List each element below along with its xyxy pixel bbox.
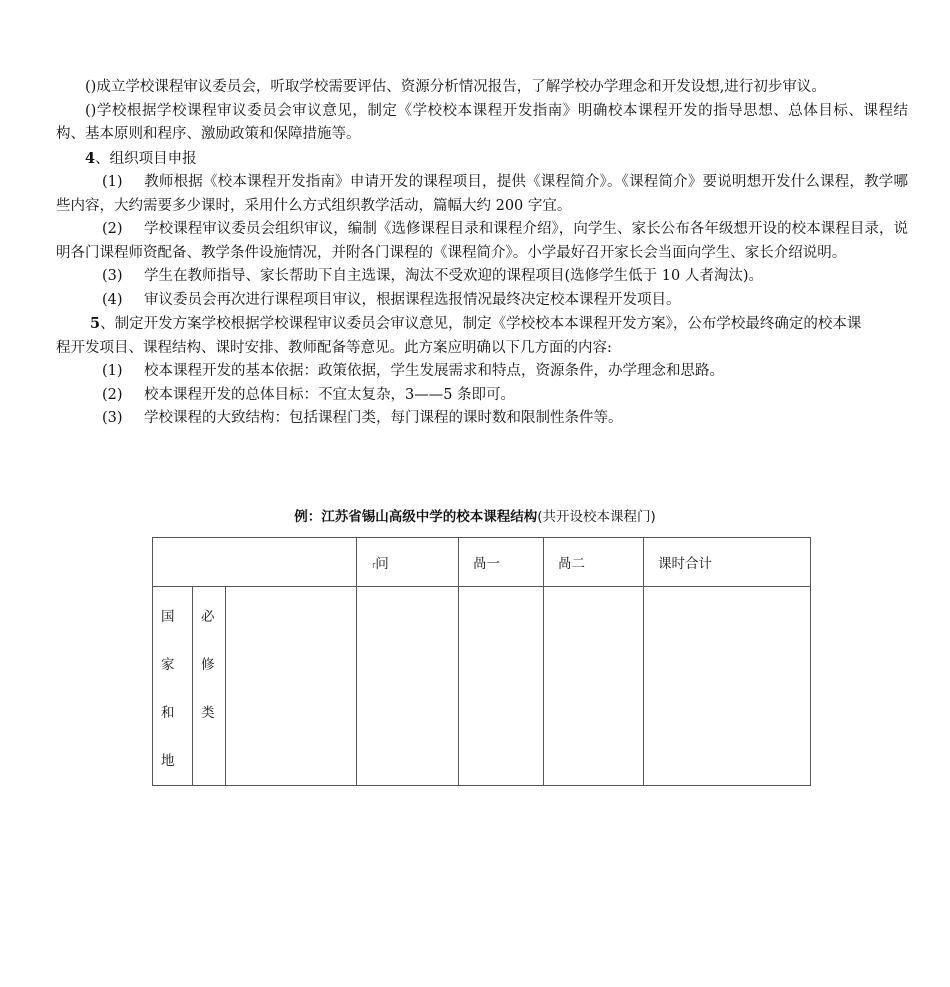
document-body [56,76,908,431]
table-header-cell: 课时合计 [644,538,811,587]
vertical-char: 和 [161,705,175,721]
list-item [56,218,908,265]
heading-project-application [56,147,908,172]
heading-text: 、组织项目申报 [95,150,197,167]
course-structure-table [152,537,811,786]
heading-number: 4 [85,149,96,167]
vertical-char: 必 [201,609,215,625]
list-item-number: (1) [102,174,123,190]
vertical-char: 国 [161,609,175,625]
table-caption [0,505,950,525]
table-cell [459,587,544,786]
table-cell-category [153,587,193,786]
list-item-number: (2) [102,221,123,237]
table-header-cell: 咼一 [459,538,544,587]
list-item-number: (2) [102,386,123,403]
list-item-text: 学生在教师指导、家长帮助下自主选课，淘汰不受欢迎的课程项目(选修学生低于 10 人者淘汰)。 [144,268,763,284]
list-item [56,265,908,289]
list-item-text: 学校课程审议委员会组织审议，编制《选修课程目录和课程介绍》，向学生、家长公布各年级想开设的校本课程目录，说明各门课程师资配备、教学条件设施情况，并附各门课程的《课程简介》。小学最好召开家长会当面向学生、家长介绍说明。 [56,221,908,261]
list-item [56,360,908,384]
table-header-label: 问 [375,556,389,572]
list-item-number: (1) [102,363,123,379]
list-item-text: 学校课程的大致结构：包括课程门类，每门课程的课时数和限制性条件等。 [144,410,623,426]
list-item [56,289,908,313]
list-item-text: 校本课程开发的基本依据：政策依据，学生发展需求和特点，资源条件，办学理念和思路。 [144,363,724,379]
list-item [56,171,908,218]
vertical-char: 家 [161,657,175,673]
table-header-mark: ┌ [371,560,376,568]
vertical-char: 类 [201,705,215,721]
paragraph-plan-contents: 程开发项目、课程结构、课时安排、教师配备等意见。此方案应明确以下几方面的内容: [56,339,612,356]
vertical-char: 地 [161,753,175,769]
heading-development-plan [56,312,908,337]
table-cell [357,587,459,786]
heading-text: 、制定开发方案学校根据学校课程审议委员会审议意见，制定《学校校本本课程开发方案》，公布学校最终确定的校本课 [100,316,862,332]
list-item-text: 校本课程开发的总体目标：不宜太复杂，3——5 条即可。 [144,386,516,403]
caption-title: 例：江苏省锡山高级中学的校本课程结构 [294,509,538,525]
table-cell [544,587,644,786]
list-item-text: 教师根据《校本课程开发指南》申请开发的课程项目，提供《课程简介》。《课程简介》要说明想开发什么课程，教学哪些内容，大约需要多少课时，采用什么方式组织教学活动，篇幅大约 200 字宜。 [56,174,908,214]
vertical-char: 修 [201,657,215,673]
caption-note: (共开设校本课程门) [537,509,656,525]
list-item-number: (4) [102,291,123,308]
paragraph-development-guide: ()学校根据学校课程审议委员会审议意见，制定《学校校本课程开发指南》明确校本课程开发的指导思想、总体目标、课程结构、基本原则和程序、激励政策和保障措施等。 [56,102,908,142]
list-item [56,384,908,408]
list-item-text: 审议委员会再次进行课程项目审议，根据课程选报情况最终决定校本课程开发项目。 [144,291,681,308]
table-row [153,587,811,786]
table-cell [644,587,811,786]
table-header-row [153,538,811,587]
table-header-cell [357,538,459,587]
table-cell [226,587,357,786]
table-header-cell-blank [153,538,357,587]
table-cell-subcategory [193,587,226,786]
list-item-number: (3) [102,410,123,426]
list-item-number: (3) [102,268,123,284]
heading-number: 5 [90,315,101,332]
paragraph-review-committee: ()成立学校课程审议委员会，听取学校需要评估、资源分析情况报告，了解学校办学理念和开发设想,进行初步审议。 [85,79,826,95]
table-header-cell: 咼二 [544,538,644,587]
list-item [56,407,908,431]
